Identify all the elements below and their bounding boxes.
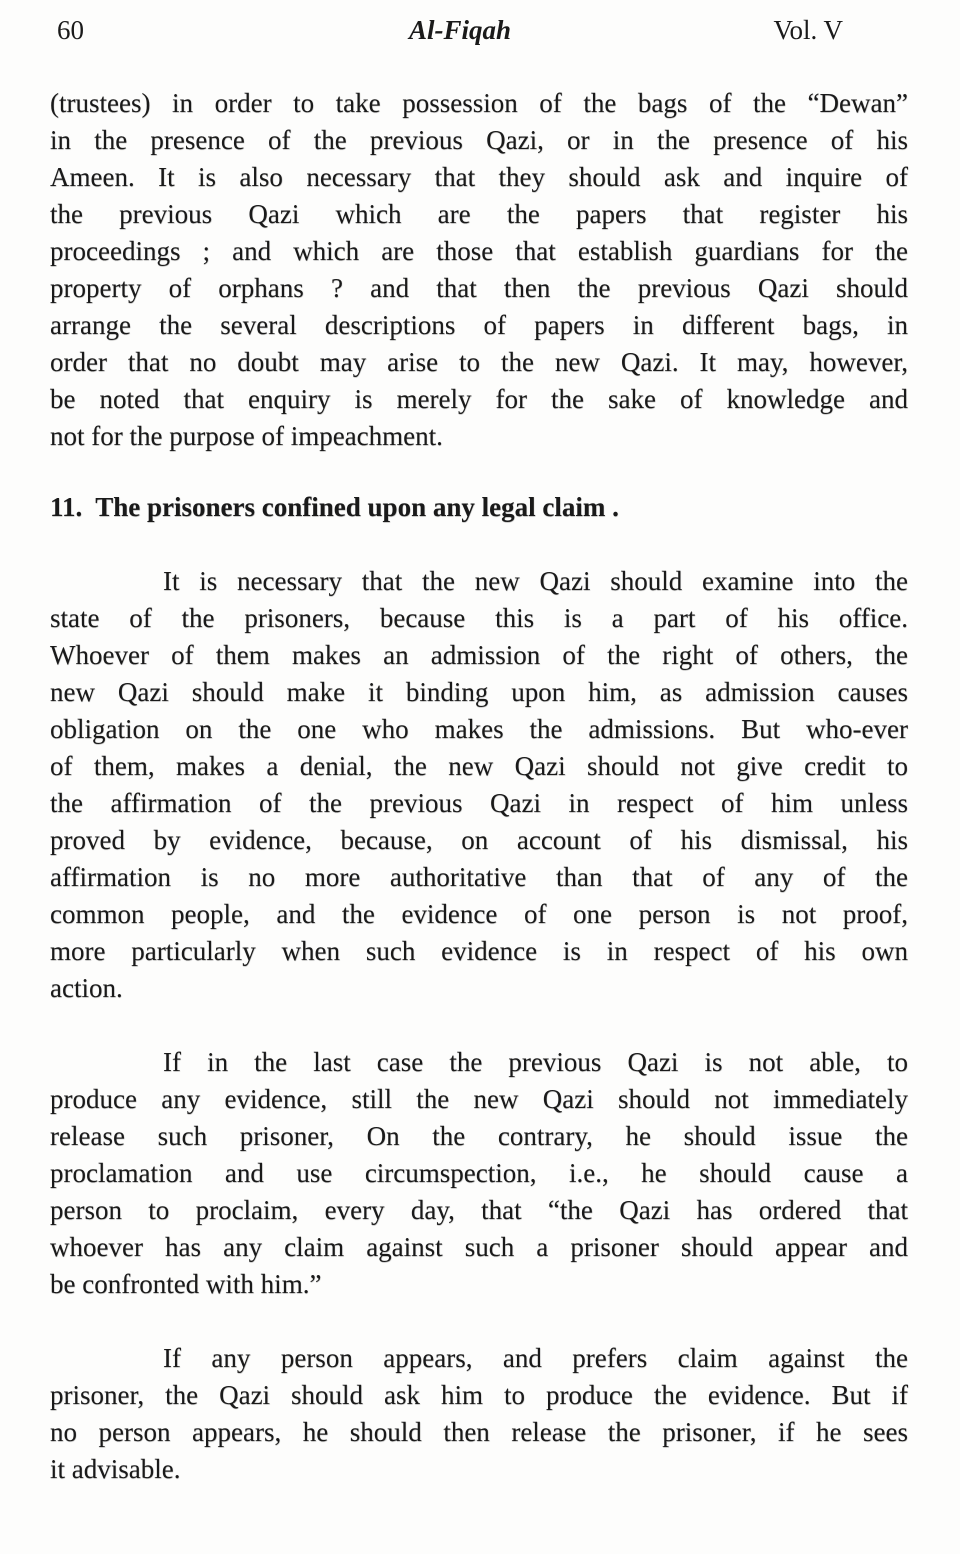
text-line: produce any evidence, still the new Qazi should not immediately xyxy=(50,1084,908,1114)
text-line: state of the prisoners, because this is a part of his office. xyxy=(50,603,908,633)
text-line: in the presence of the previous Qazi, or in the presence of his xyxy=(50,125,908,155)
text-line: obligation on the one who makes the admissions. But who-ever xyxy=(50,714,908,744)
text-line: Whoever of them makes an admission of the right of others, the xyxy=(50,640,908,670)
text-line: Ameen. It is also necessary that they should ask and inquire of xyxy=(50,162,908,192)
text-line: (trustees) in order to take possession of the bags of the “Dewan” xyxy=(50,88,908,118)
volume-label: Vol. V xyxy=(773,15,843,45)
text-line: of them, makes a denial, the new Qazi should not give credit to xyxy=(50,751,908,781)
text-line: be confronted with him.” xyxy=(50,1269,322,1299)
text-line: release such prisoner, On the contrary, he should issue the xyxy=(50,1121,908,1151)
paragraph xyxy=(50,1340,908,1488)
book-title: Al-Fiqah xyxy=(408,15,512,45)
paragraph xyxy=(50,85,908,455)
text-line: the affirmation of the previous Qazi in respect of him unless xyxy=(50,788,908,818)
text-line: common people, and the evidence of one person is not proof, xyxy=(50,899,908,929)
paragraph xyxy=(50,1044,908,1303)
page-body xyxy=(50,85,908,1488)
text-line: whoever has any claim against such a prisoner should appear and xyxy=(50,1232,908,1262)
text-line: action. xyxy=(50,973,123,1003)
text-line: the previous Qazi which are the papers that register his xyxy=(50,199,908,229)
text-line: be noted that enquiry is merely for the sake of knowledge and xyxy=(50,384,908,414)
text-line: If any person appears, and prefers claim against the xyxy=(163,1343,908,1373)
text-line: proceedings ; and which are those that establish guardians for the xyxy=(50,236,908,266)
text-line: not for the purpose of impeachment. xyxy=(50,421,443,451)
page-number-label: 60 xyxy=(57,15,84,45)
text-line: proclamation and use circumspection, i.e., he should cause a xyxy=(50,1158,908,1188)
text-line: If in the last case the previous Qazi is not able, to xyxy=(163,1047,908,1077)
text-line: arrange the several descriptions of papers in different bags, in xyxy=(50,310,908,340)
text-line: it advisable. xyxy=(50,1454,181,1484)
text-line: more particularly when such evidence is in respect of his own xyxy=(50,936,908,966)
page-header xyxy=(0,12,960,48)
text-line: no person appears, he should then release the prisoner, if he sees xyxy=(50,1417,908,1447)
section-heading: 11. The prisoners confined upon any legal claim . xyxy=(50,492,619,522)
text-line: person to proclaim, every day, that “the Qazi has ordered that xyxy=(50,1195,908,1225)
text-line: affirmation is no more authoritative than that of any of the xyxy=(50,862,908,892)
text-line: new Qazi should make it binding upon him, as admission causes xyxy=(50,677,908,707)
text-line: property of orphans ? and that then the previous Qazi should xyxy=(50,273,908,303)
text-line: It is necessary that the new Qazi should examine into the xyxy=(163,566,908,596)
text-line: prisoner, the Qazi should ask him to produce the evidence. But if xyxy=(50,1380,908,1410)
text-line: proved by evidence, because, on account of his dismissal, his xyxy=(50,825,908,855)
paragraph xyxy=(50,563,908,1007)
text-line: order that no doubt may arise to the new Qazi. It may, however, xyxy=(50,347,908,377)
